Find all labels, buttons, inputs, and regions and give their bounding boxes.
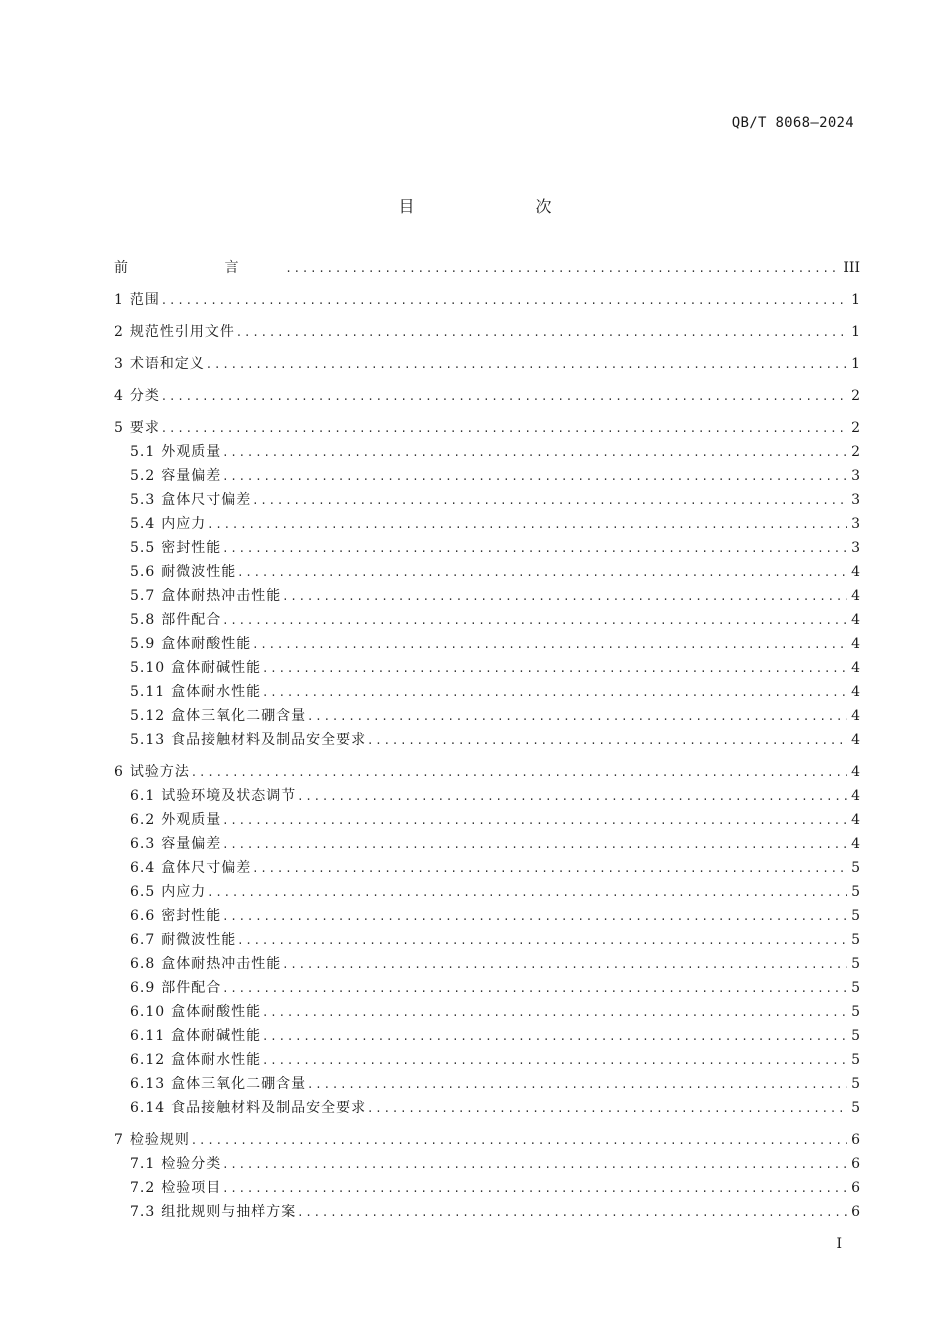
toc-entry-page: 4 [851, 732, 860, 748]
toc-entry[interactable] [114, 856, 860, 880]
toc-entry[interactable] [114, 1200, 860, 1224]
toc-entry-number: 6.6 [130, 908, 156, 924]
toc-entry-page: 4 [851, 660, 860, 676]
toc-entry-label [130, 976, 221, 1000]
toc-entry-label [130, 856, 251, 880]
toc-entry-number: 6.7 [130, 932, 156, 948]
toc-entry-title: 盒体耐水性能 [171, 684, 262, 700]
dot-leader [368, 1097, 847, 1121]
toc-entry-number: 7.1 [130, 1156, 156, 1172]
toc-entry[interactable] [114, 1128, 860, 1152]
toc-entry-label [130, 952, 281, 976]
toc-entry-number: 6.10 [130, 1004, 166, 1020]
toc-entry-number: 5.5 [130, 540, 156, 556]
toc-entry-page: 3 [851, 540, 860, 556]
toc-entry-title: 组批规则与抽样方案 [161, 1204, 297, 1220]
toc-entry-page: 5 [851, 908, 860, 924]
toc-entry-label [114, 760, 190, 784]
dot-leader [223, 1177, 847, 1201]
page-number: I [836, 1236, 842, 1252]
standard-code: QB/T 8068—2024 [731, 115, 854, 131]
toc-entry-label [130, 1176, 221, 1200]
toc-entry-label [130, 680, 261, 704]
toc-entry-page: 4 [851, 812, 860, 828]
toc-entry-title: 密封性能 [161, 540, 222, 556]
toc-entry-page: 4 [851, 836, 860, 852]
toc-entry-page: 3 [851, 492, 860, 508]
toc-entry[interactable] [114, 608, 860, 632]
toc-entry-page: 4 [851, 684, 860, 700]
toc-entry-label [130, 808, 221, 832]
toc-entry-page: 2 [851, 388, 860, 404]
toc-entry-label [130, 560, 236, 584]
toc-entry-number: 6.8 [130, 956, 156, 972]
toc-entry-number: 6.4 [130, 860, 156, 876]
dot-leader [286, 257, 839, 281]
dot-leader [263, 657, 847, 681]
table-of-contents [114, 256, 860, 1224]
toc-entry-number: 5.8 [130, 612, 156, 628]
toc-entry[interactable] [114, 728, 860, 752]
toc-entry-title: 盒体尺寸偏差 [161, 492, 252, 508]
toc-entry[interactable] [114, 352, 860, 376]
toc-entry[interactable] [114, 656, 860, 680]
toc-entry-number: 5.9 [130, 636, 156, 652]
dot-leader [223, 977, 847, 1001]
dot-leader [283, 953, 847, 977]
toc-entry[interactable] [114, 1072, 860, 1096]
toc-entry[interactable] [114, 1152, 860, 1176]
toc-entry-title: 检验分类 [161, 1156, 222, 1172]
toc-entry-label [130, 632, 251, 656]
toc-entry-title: 部件配合 [161, 980, 222, 996]
toc-entry-title: 术语和定义 [129, 356, 205, 372]
toc-entry-number: 3 [114, 356, 124, 372]
toc-entry-label [130, 928, 236, 952]
toc-entry[interactable] [114, 1000, 860, 1024]
toc-entry-page: 4 [851, 788, 860, 804]
toc-entry[interactable] [114, 1176, 860, 1200]
toc-entry-label [130, 904, 221, 928]
toc-entry-number: 6.11 [130, 1028, 166, 1044]
toc-entry-page: 4 [851, 564, 860, 580]
toc-entry-label [130, 832, 221, 856]
toc-entry-number: 4 [114, 388, 124, 404]
toc-entry-page: 3 [851, 468, 860, 484]
toc-entry-title: 分类 [129, 388, 160, 404]
toc-entry[interactable] [114, 976, 860, 1000]
toc-entry-label [130, 1096, 366, 1120]
toc-entry[interactable] [114, 256, 860, 280]
toc-entry-page: 2 [851, 420, 860, 436]
toc-entry-label [114, 384, 160, 408]
toc-entry-label [114, 320, 235, 344]
toc-entry[interactable] [114, 416, 860, 440]
toc-entry-title: 检验规则 [129, 1132, 190, 1148]
toc-entry-page: 4 [851, 588, 860, 604]
dot-leader [283, 585, 847, 609]
toc-entry-label [130, 728, 366, 752]
toc-entry-title: 检验项目 [161, 1180, 222, 1196]
dot-leader [223, 537, 847, 561]
toc-entry[interactable] [114, 952, 860, 976]
toc-entry-label [130, 1152, 221, 1176]
toc-entry-title: 内应力 [161, 884, 207, 900]
toc-entry[interactable] [114, 1048, 860, 1072]
toc-entry-title: 要求 [129, 420, 160, 436]
dot-leader [308, 1073, 847, 1097]
toc-entry-title: 部件配合 [161, 612, 222, 628]
toc-entry[interactable] [114, 632, 860, 656]
toc-entry-title: 试验方法 [129, 764, 190, 780]
toc-title: 目 次 [398, 197, 610, 216]
toc-entry-title: 密封性能 [161, 908, 222, 924]
dot-leader [263, 1001, 847, 1025]
toc-entry-number: 5.6 [130, 564, 156, 580]
toc-entry-title: 试验环境及状态调节 [161, 788, 297, 804]
toc-entry-title: 盒体三氧化二硼含量 [171, 708, 307, 724]
toc-entry-page: 1 [851, 292, 860, 308]
toc-entry-number: 6.9 [130, 980, 156, 996]
toc-entry-title: 耐微波性能 [161, 564, 237, 580]
toc-entry[interactable] [114, 808, 860, 832]
toc-entry-label [130, 1200, 296, 1224]
toc-entry[interactable] [114, 512, 860, 536]
toc-entry-number: 1 [114, 292, 124, 308]
dot-leader [223, 1153, 847, 1177]
dot-leader [223, 609, 847, 633]
toc-entry[interactable] [114, 760, 860, 784]
toc-entry-page: 2 [851, 444, 860, 460]
toc-entry-label [130, 1024, 261, 1048]
toc-entry-title: 盒体耐酸性能 [171, 1004, 262, 1020]
toc-entry-label [130, 584, 281, 608]
dot-leader [192, 1129, 847, 1153]
toc-entry-page: 1 [851, 324, 860, 340]
toc-entry-label [130, 512, 206, 536]
dot-leader [223, 465, 847, 489]
toc-entry-number: 5.10 [130, 660, 166, 676]
dot-leader [308, 705, 847, 729]
toc-entry-title: 范围 [129, 292, 160, 308]
toc-entry[interactable] [114, 904, 860, 928]
toc-entry-title: 盒体耐水性能 [171, 1052, 262, 1068]
dot-leader [207, 353, 847, 377]
dot-leader [192, 761, 847, 785]
dot-leader [253, 633, 847, 657]
toc-entry-title: 前 言 [114, 260, 285, 276]
toc-entry-title: 规范性引用文件 [129, 324, 235, 340]
dot-leader [263, 1025, 847, 1049]
dot-leader [368, 729, 847, 753]
toc-entry-title: 食品接触材料及制品安全要求 [171, 732, 367, 748]
dot-leader [208, 881, 847, 905]
toc-entry-title: 内应力 [161, 516, 207, 532]
toc-entry-label [130, 488, 251, 512]
dot-leader [253, 857, 847, 881]
toc-entry[interactable] [114, 704, 860, 728]
toc-entry-label [130, 1072, 306, 1096]
dot-leader [298, 785, 847, 809]
toc-entry[interactable] [114, 880, 860, 904]
toc-entry-number: 6.1 [130, 788, 156, 804]
toc-entry[interactable] [114, 440, 860, 464]
toc-entry-page: 6 [851, 1156, 860, 1172]
toc-entry[interactable] [114, 384, 860, 408]
toc-entry-number: 6 [114, 764, 124, 780]
toc-entry-label [130, 608, 221, 632]
dot-leader [238, 929, 847, 953]
toc-entry[interactable] [114, 288, 860, 312]
toc-entry[interactable] [114, 584, 860, 608]
toc-entry-number: 6.12 [130, 1052, 166, 1068]
toc-entry-number: 6.2 [130, 812, 156, 828]
toc-entry-number: 5.13 [130, 732, 166, 748]
toc-entry-label [114, 256, 284, 280]
toc-entry-label [130, 880, 206, 904]
dot-leader [162, 417, 847, 441]
toc-entry-number: 6.3 [130, 836, 156, 852]
toc-entry-page: 4 [851, 708, 860, 724]
dot-leader [223, 441, 847, 465]
toc-entry-page: 5 [851, 860, 860, 876]
toc-entry-page: 5 [851, 956, 860, 972]
toc-entry[interactable] [114, 680, 860, 704]
toc-entry-title: 盒体三氧化二硼含量 [171, 1076, 307, 1092]
toc-entry-title: 耐微波性能 [161, 932, 237, 948]
toc-entry-label [130, 1048, 261, 1072]
toc-entry-number: 5.2 [130, 468, 156, 484]
toc-entry[interactable] [114, 488, 860, 512]
toc-entry-number: 5.3 [130, 492, 156, 508]
toc-entry[interactable] [114, 464, 860, 488]
toc-entry-title: 盒体尺寸偏差 [161, 860, 252, 876]
toc-entry[interactable] [114, 928, 860, 952]
toc-entry-page: 6 [851, 1180, 860, 1196]
toc-entry-label [114, 1128, 190, 1152]
toc-entry-number: 5.4 [130, 516, 156, 532]
dot-leader [237, 321, 847, 345]
toc-entry-title: 盒体耐热冲击性能 [161, 588, 282, 604]
dot-leader [223, 809, 847, 833]
toc-entry-label [130, 656, 261, 680]
toc-entry-page: 5 [851, 1076, 860, 1092]
toc-entry-title: 盒体耐酸性能 [161, 636, 252, 652]
toc-entry-number: 6.13 [130, 1076, 166, 1092]
toc-entry-number: 2 [114, 324, 124, 340]
toc-entry-page: 4 [851, 764, 860, 780]
toc-entry-page: 5 [851, 1004, 860, 1020]
toc-entry[interactable] [114, 320, 860, 344]
dot-leader [253, 489, 847, 513]
toc-entry-label [114, 416, 160, 440]
toc-entry-title: 外观质量 [161, 812, 222, 828]
dot-leader [263, 1049, 847, 1073]
toc-entry-page: 5 [851, 884, 860, 900]
toc-entry-title: 容量偏差 [161, 836, 222, 852]
dot-leader [223, 905, 847, 929]
toc-entry[interactable] [114, 1024, 860, 1048]
toc-entry[interactable] [114, 560, 860, 584]
toc-entry-page: 4 [851, 612, 860, 628]
toc-entry-number: 5.12 [130, 708, 166, 724]
toc-entry-page: 3 [851, 516, 860, 532]
toc-entry-page: 6 [851, 1204, 860, 1220]
toc-entry-title: 外观质量 [161, 444, 222, 460]
toc-entry-title: 容量偏差 [161, 468, 222, 484]
toc-entry-page: 5 [851, 980, 860, 996]
toc-entry-title: 食品接触材料及制品安全要求 [171, 1100, 367, 1116]
toc-entry-page: 5 [851, 1028, 860, 1044]
toc-entry-label [130, 1000, 261, 1024]
toc-entry-number: 5.7 [130, 588, 156, 604]
toc-entry-page: 5 [851, 932, 860, 948]
toc-entry-title: 盒体耐热冲击性能 [161, 956, 282, 972]
dot-leader [208, 513, 847, 537]
toc-entry[interactable] [114, 784, 860, 808]
toc-entry-label [130, 704, 306, 728]
toc-entry-number: 7.3 [130, 1204, 156, 1220]
dot-leader [162, 289, 847, 313]
dot-leader [238, 561, 847, 585]
toc-entry[interactable] [114, 1096, 860, 1120]
toc-entry-number: 7 [114, 1132, 124, 1148]
toc-entry-page: 4 [851, 636, 860, 652]
toc-entry-number: 5.11 [130, 684, 166, 700]
toc-entry-label [130, 464, 221, 488]
toc-entry-label [114, 288, 160, 312]
toc-entry-label [130, 536, 221, 560]
toc-entry-label [130, 784, 296, 808]
dot-leader [263, 681, 847, 705]
toc-entry-number: 7.2 [130, 1180, 156, 1196]
toc-entry-number: 6.14 [130, 1100, 166, 1116]
dot-leader [223, 833, 847, 857]
toc-entry-title: 盒体耐碱性能 [171, 1028, 262, 1044]
toc-entry[interactable] [114, 536, 860, 560]
dot-leader [162, 385, 847, 409]
toc-entry-title: 盒体耐碱性能 [171, 660, 262, 676]
toc-entry-page: 5 [851, 1052, 860, 1068]
toc-entry-number: 5 [114, 420, 124, 436]
dot-leader [298, 1201, 847, 1225]
toc-entry-label [114, 352, 205, 376]
toc-entry-page: 5 [851, 1100, 860, 1116]
toc-entry-page: 6 [851, 1132, 860, 1148]
toc-entry-page: III [843, 260, 860, 276]
toc-entry-number: 5.1 [130, 444, 156, 460]
toc-entry-number: 6.5 [130, 884, 156, 900]
toc-entry-page: 1 [851, 356, 860, 372]
toc-entry-label [130, 440, 221, 464]
toc-entry[interactable] [114, 832, 860, 856]
